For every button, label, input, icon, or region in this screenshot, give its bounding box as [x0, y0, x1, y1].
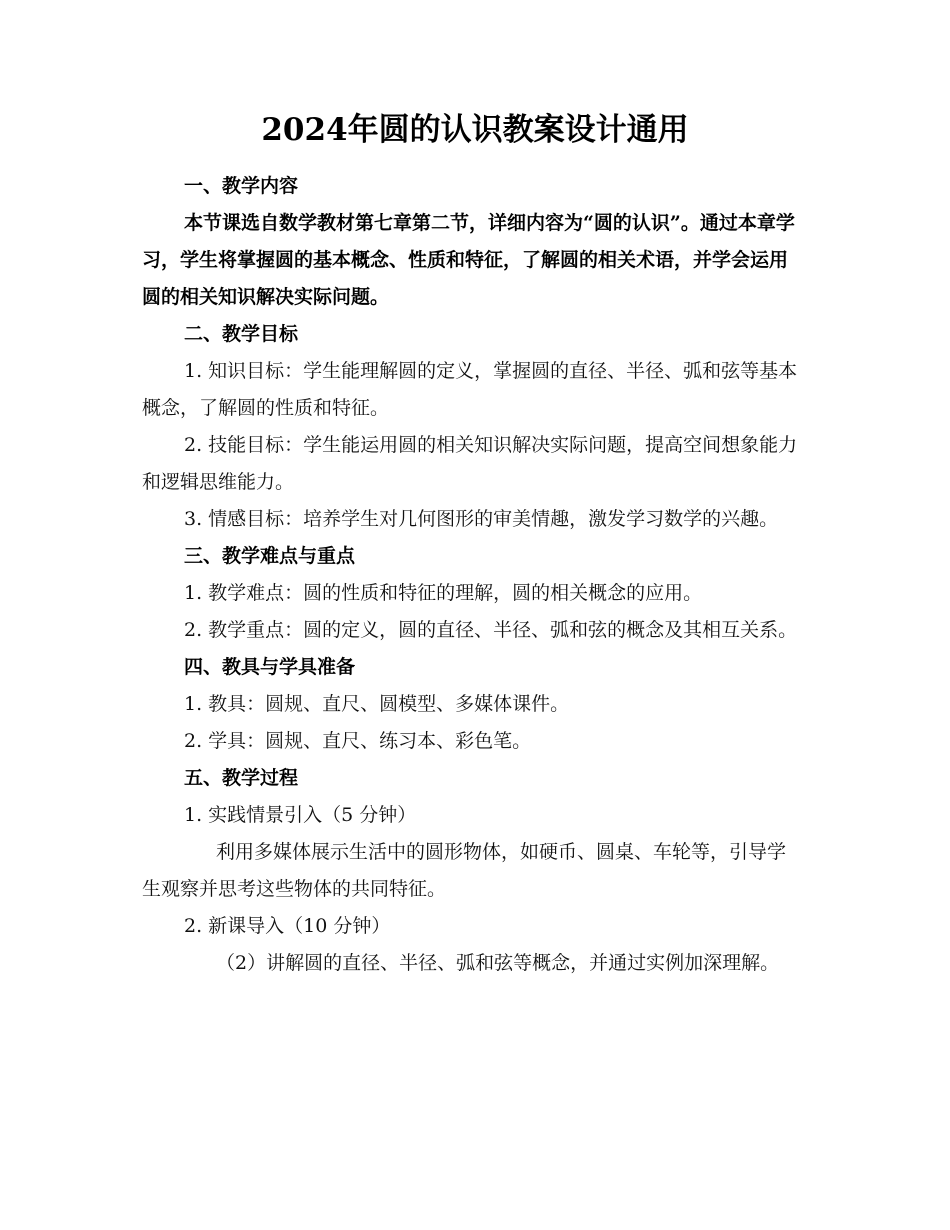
process-step-1-title: 1. 实践情景引入（5 分钟）	[184, 804, 417, 826]
section-heading-difficulties: 三、教学难点与重点	[184, 545, 356, 567]
document-body	[142, 168, 804, 982]
section-heading-process: 五、教学过程	[184, 767, 299, 789]
section-content-intro: 本节课选自数学教材第七章第二节，详细内容为“圆的认识”。通过本章学习，学生将掌握圆的基本概念、性质和特征，了解圆的相关术语，并学会运用圆的相关知识解决实际问题。	[142, 212, 795, 308]
process-step-2-body: （2）讲解圆的直径、半径、弧和弦等概念，并通过实例加深理解。	[216, 952, 780, 974]
objective-item-emotion: 3. 情感目标：培养学生对几何图形的审美情趣，激发学习数学的兴趣。	[184, 508, 779, 530]
section-heading-objectives: 二、教学目标	[184, 323, 299, 345]
objective-item-skill: 2. 技能目标：学生能运用圆的相关知识解决实际问题，提高空间想象能力和逻辑思维能力。	[142, 434, 798, 493]
difficulty-item: 1. 教学难点：圆的性质和特征的理解，圆的相关概念的应用。	[184, 582, 703, 604]
section-heading-content: 一、教学内容	[184, 175, 299, 197]
process-step-1-body: 利用多媒体展示生活中的圆形物体，如硬币、圆桌、车轮等，引导学生观察并思考这些物体的共同特征。	[142, 841, 787, 900]
section-heading-materials: 四、教具与学具准备	[184, 656, 356, 678]
process-step-2-title: 2. 新课导入（10 分钟）	[184, 915, 391, 937]
document-title: 2024年圆的认识教案设计通用	[261, 112, 689, 148]
material-item-student: 2. 学具：圆规、直尺、练习本、彩色笔。	[184, 730, 532, 752]
keypoint-item: 2. 教学重点：圆的定义，圆的直径、半径、弧和弦的概念及其相互关系。	[184, 619, 798, 641]
objective-item-knowledge: 1. 知识目标：学生能理解圆的定义，掌握圆的直径、半径、弧和弦等基本概念，了解圆的性质和特征。	[142, 360, 798, 419]
material-item-teacher: 1. 教具：圆规、直尺、圆模型、多媒体课件。	[184, 693, 570, 715]
